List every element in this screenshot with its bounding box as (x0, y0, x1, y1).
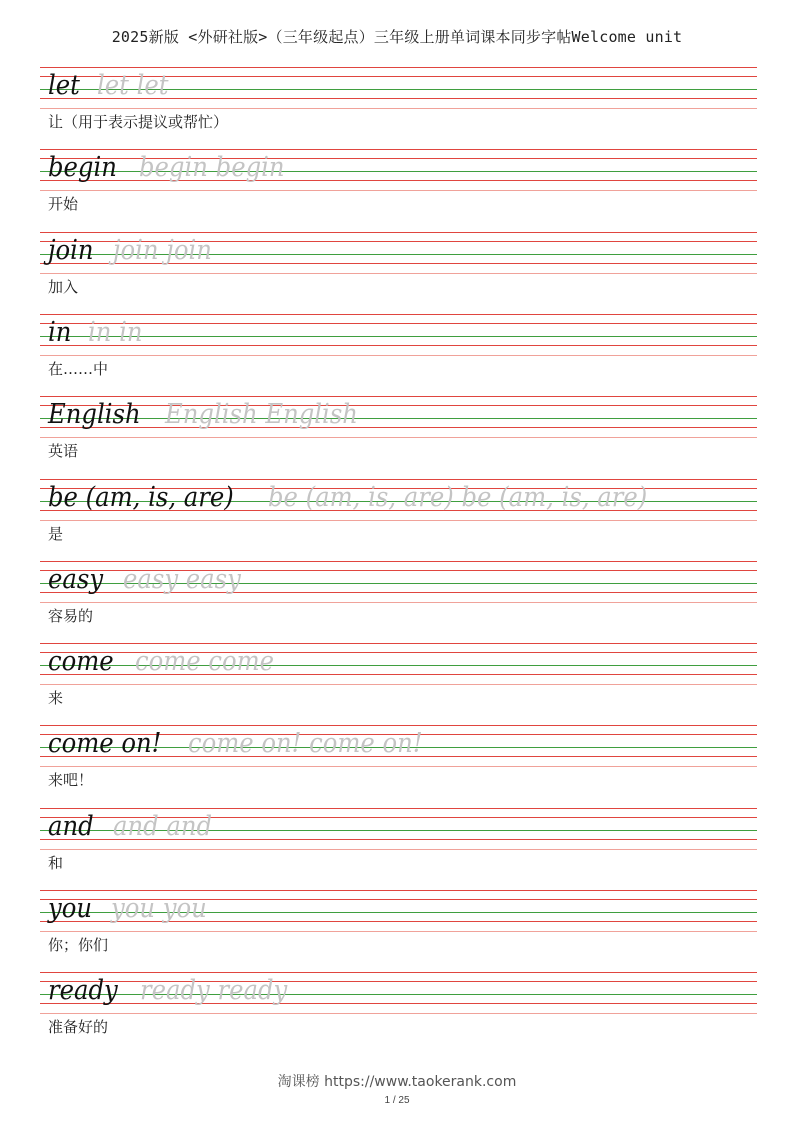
vocab-word: in (48, 316, 72, 348)
practice-block (0, 396, 794, 478)
ruled-line (40, 602, 757, 603)
ruled-line (40, 108, 757, 109)
word-row (48, 481, 690, 515)
practice-block (0, 479, 794, 561)
practice-block (0, 643, 794, 725)
trace-word: you you (110, 893, 207, 924)
ruled-line (40, 725, 757, 726)
practice-block (0, 232, 794, 314)
vocab-word: and (48, 810, 94, 842)
vocab-word: come (48, 646, 114, 678)
practice-block (0, 725, 794, 807)
word-row (48, 398, 379, 432)
chinese-meaning: 是 (48, 524, 64, 543)
ruled-line (40, 355, 757, 356)
trace-word: join join (112, 234, 212, 266)
ruled-line (40, 643, 757, 644)
practice-block (0, 972, 794, 1054)
word-row (48, 810, 223, 844)
ruled-line (40, 67, 757, 68)
ruled-line (40, 479, 757, 480)
practice-block (0, 808, 794, 890)
chinese-meaning: 开始 (48, 195, 79, 214)
practice-block (0, 561, 794, 643)
ruled-line (40, 561, 757, 562)
footer-site-link[interactable]: 淘课榜 https://www.taokerank.com (277, 1074, 517, 1090)
word-row (48, 645, 289, 679)
practice-block (0, 314, 794, 396)
page-number: 1 / 25 (384, 1095, 410, 1106)
chinese-meaning: 来 (48, 689, 64, 708)
vocab-word: ready (48, 975, 118, 1007)
practice-block (0, 149, 794, 231)
chinese-meaning: 在……中 (48, 359, 109, 378)
word-row (48, 727, 449, 761)
vocab-word: you (48, 893, 93, 924)
word-row (48, 151, 300, 185)
ruled-line (40, 890, 757, 891)
word-row (48, 892, 217, 926)
chinese-meaning: 容易的 (48, 606, 94, 625)
ruled-line (40, 190, 757, 191)
ruled-line (40, 1013, 757, 1014)
trace-word: let let (97, 70, 170, 101)
word-row (48, 234, 223, 268)
ruled-line (40, 766, 757, 767)
ruled-line (40, 273, 757, 274)
chinese-meaning: 你；你们 (48, 936, 109, 954)
chinese-meaning: 英语 (48, 442, 79, 461)
vocab-word: come on! (48, 728, 162, 760)
trace-word: be (am, is, are) be (am, is, are) (268, 481, 648, 513)
chinese-meaning: 让（用于表示提议或帮忙） (48, 113, 229, 131)
chinese-meaning: 准备好的 (48, 1018, 109, 1037)
vocab-word: English (48, 399, 141, 431)
trace-word: in in (88, 316, 143, 348)
word-row (48, 974, 303, 1008)
ruled-line (40, 684, 757, 685)
ruled-line (40, 149, 757, 150)
trace-word: English English (164, 399, 358, 431)
trace-word: come on! come on! (188, 728, 423, 760)
vocab-word: begin (48, 152, 117, 184)
word-row (48, 563, 254, 597)
vocab-word: be (am, is, are) (48, 481, 234, 513)
ruled-line (40, 972, 757, 973)
word-row (48, 316, 149, 350)
practice-block (0, 67, 794, 149)
ruled-line (40, 849, 757, 850)
chinese-meaning: 来吧！ (48, 771, 94, 790)
ruled-line (40, 931, 757, 932)
trace-word: come come (134, 646, 275, 678)
chinese-meaning: 和 (48, 853, 64, 872)
vocab-word: let (48, 70, 80, 101)
chinese-meaning: 加入 (48, 277, 79, 296)
page-title: 2025新版 <外研社版>（三年级起点）三年级上册单词课本同步字帖Welcome unit (111, 28, 683, 46)
trace-word: and and (112, 810, 212, 842)
practice-block (0, 890, 794, 972)
trace-word: easy easy (123, 563, 242, 595)
ruled-line (40, 314, 757, 315)
ruled-line (40, 808, 757, 809)
trace-word: begin begin (138, 152, 285, 184)
ruled-line (40, 520, 757, 521)
ruled-line (40, 232, 757, 233)
vocab-word: join (48, 234, 94, 266)
ruled-line (40, 437, 757, 438)
trace-word: ready ready (139, 975, 287, 1007)
ruled-line (40, 396, 757, 397)
word-row (48, 69, 177, 103)
vocab-word: easy (48, 563, 104, 595)
